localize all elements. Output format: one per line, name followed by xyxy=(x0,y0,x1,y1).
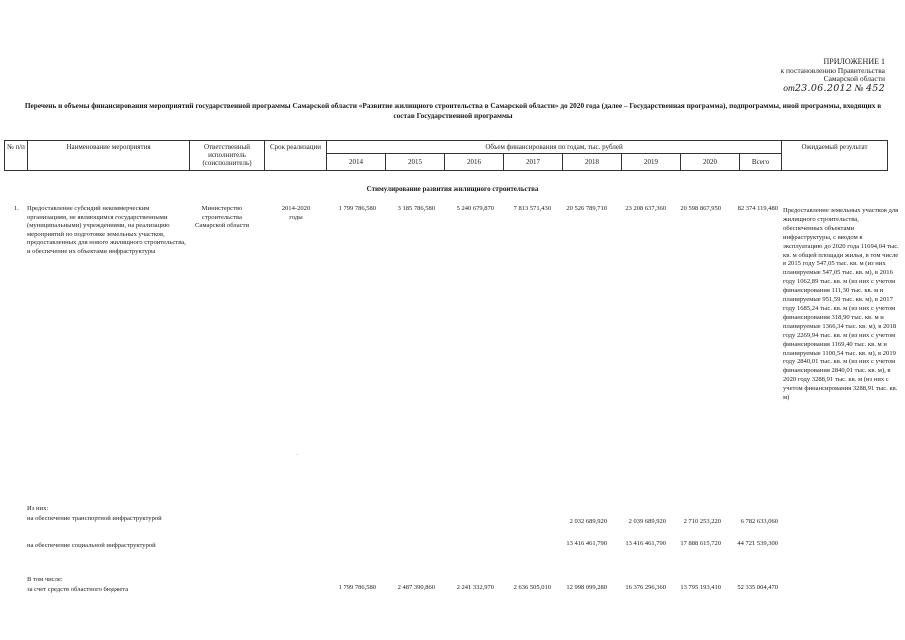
year-header: 2015 xyxy=(386,154,445,171)
value-2020: 20 598 867,950 xyxy=(680,205,721,212)
date-prefix: от xyxy=(783,83,795,94)
value-2019: 23 208 637,360 xyxy=(625,205,666,212)
col-term-header: Срок реализации xyxy=(265,141,327,171)
regional-budget-label: за счет средств областного бюджета xyxy=(27,586,129,593)
year-header: 2019 xyxy=(622,154,681,171)
year-header: 2020 xyxy=(681,154,740,171)
value-2017: 7 813 571,430 xyxy=(513,205,551,212)
section-title: Стимулирование развития жилищного строительства xyxy=(366,185,539,193)
social-2018: 13 416 461,790 xyxy=(566,540,607,547)
regional-total: 52 335 004,470 xyxy=(737,584,778,591)
dash-mark: - xyxy=(296,452,298,458)
appendix-date-line xyxy=(735,84,885,94)
regional-2018: 12 998 099,280 xyxy=(566,584,607,591)
expected-result: Предоставление земельных участков для жилищного строительства, обеспеченных объектами инфраструктуры, с вводом в эксплуатацию до 2020 года 11694,04 тыс. кв. м общей площади жилья, в том числе в 2015 году 547,05 тыс. кв. м (из них планируемые 547,05 тыс. кв. м), в 2016 году 1062,89 тыс. кв. м (из них с учетом финансирования 111,30 тыс. кв. м и планируемые 951,59 тыс. кв. м), в 2017 году 1685,24 тыс. кв. м (из них с учетом финансирования 318,90 тыс. кв. м и планируемые 1366,34 тыс. кв. м), в 2018 году 2269,94 тыс. кв. м (из них с учетом финансирования 1169,40 тыс. кв. м и планируемые 1100,54 тыс. кв. м), в 2019 году 2840,01 тыс. кв. м (из них с учетом финансирования 2840,01 тыс. кв. м), в 2020 году 3288,91 тыс. кв. м (из них с учетом финансирования 3288,91 тыс. кв. м) xyxy=(783,207,899,402)
regional-2017: 2 636 505,010 xyxy=(513,584,551,591)
executor: Министерство строительства Самарской области xyxy=(195,205,249,230)
transport-label: на обеспечение транспортной инфраструктурой xyxy=(27,515,162,522)
social-2019: 13 416 461,790 xyxy=(625,540,666,547)
col-no-header: № п/п xyxy=(5,141,28,171)
social-2020: 17 888 615,720 xyxy=(680,540,721,547)
term: 2014-2020 годы xyxy=(281,205,311,221)
social-label: на обеспечение социальной инфраструктурой xyxy=(27,542,156,549)
regional-2016: 2 241 332,970 xyxy=(456,584,494,591)
regional-2019: 16 376 296,360 xyxy=(625,584,666,591)
value-2014: 1 799 786,580 xyxy=(338,205,376,212)
year-header: 2017 xyxy=(504,154,563,171)
year-header: 2018 xyxy=(563,154,622,171)
table-header xyxy=(4,140,888,171)
social-total: 44 721 539,300 xyxy=(737,540,778,547)
col-name-header: Наименование мероприятия xyxy=(28,141,190,171)
regional-2014: 1 799 786,580 xyxy=(338,584,376,591)
transport-2020: 2 710 253,220 xyxy=(683,518,721,525)
transport-2018: 2 032 689,920 xyxy=(569,518,607,525)
document-heading: Перечень и объемы финансирования мероприятий государственной программы Самарской области «Развитие жилищного строительства в Самарской области» до 2020 года (далее – Государственная программа), подпрограммы, иной программы, входящих в состав Государственной программы xyxy=(24,101,882,120)
activity-name: Предоставление субсидий некоммерческим организациям, не являющимся государственными (муниципальными) учреждениями, на реализацию мероприятий по подготовке земельных участков, предоставленных для нового жилищного строительства, и обеспечение их объектами инфраструктуры xyxy=(27,205,186,255)
appendix-title: ПРИЛОЖЕНИЕ 1 xyxy=(823,57,885,66)
value-2018: 20 526 789,710 xyxy=(566,205,607,212)
number-sign: № xyxy=(854,83,864,94)
col-executor-header: Ответственный исполнитель (соисполнитель) xyxy=(190,141,265,171)
appendix-line1: к постановлению Правительства xyxy=(780,65,885,75)
regional-2015: 2 487 390,860 xyxy=(397,584,435,591)
handwritten-number: 452 xyxy=(865,82,885,94)
appendix-line2: Самарской области xyxy=(823,74,885,84)
of-them-label: Из них: xyxy=(27,505,49,512)
row-number: 1. xyxy=(14,205,19,212)
transport-total: 6 782 633,060 xyxy=(740,518,778,525)
col-result-header: Ожидаемый результат xyxy=(782,141,888,171)
value-2015: 3 185 786,580 xyxy=(397,205,435,212)
including-label: В том числе: xyxy=(27,576,63,583)
regional-2020: 13 795 193,410 xyxy=(680,584,721,591)
year-header: 2014 xyxy=(327,154,386,171)
col-volume-header: Объем финансирования по годам, тыс. рублей xyxy=(327,141,782,154)
value-2016: 5 240 679,870 xyxy=(456,205,494,212)
transport-2019: 2 039 689,920 xyxy=(628,518,666,525)
handwritten-date: 23.06.2012 xyxy=(794,82,853,94)
total-header: Всего xyxy=(740,154,782,171)
value-total: 82 374 119,480 xyxy=(737,205,778,212)
appendix-block xyxy=(735,58,885,94)
year-header: 2016 xyxy=(445,154,504,171)
